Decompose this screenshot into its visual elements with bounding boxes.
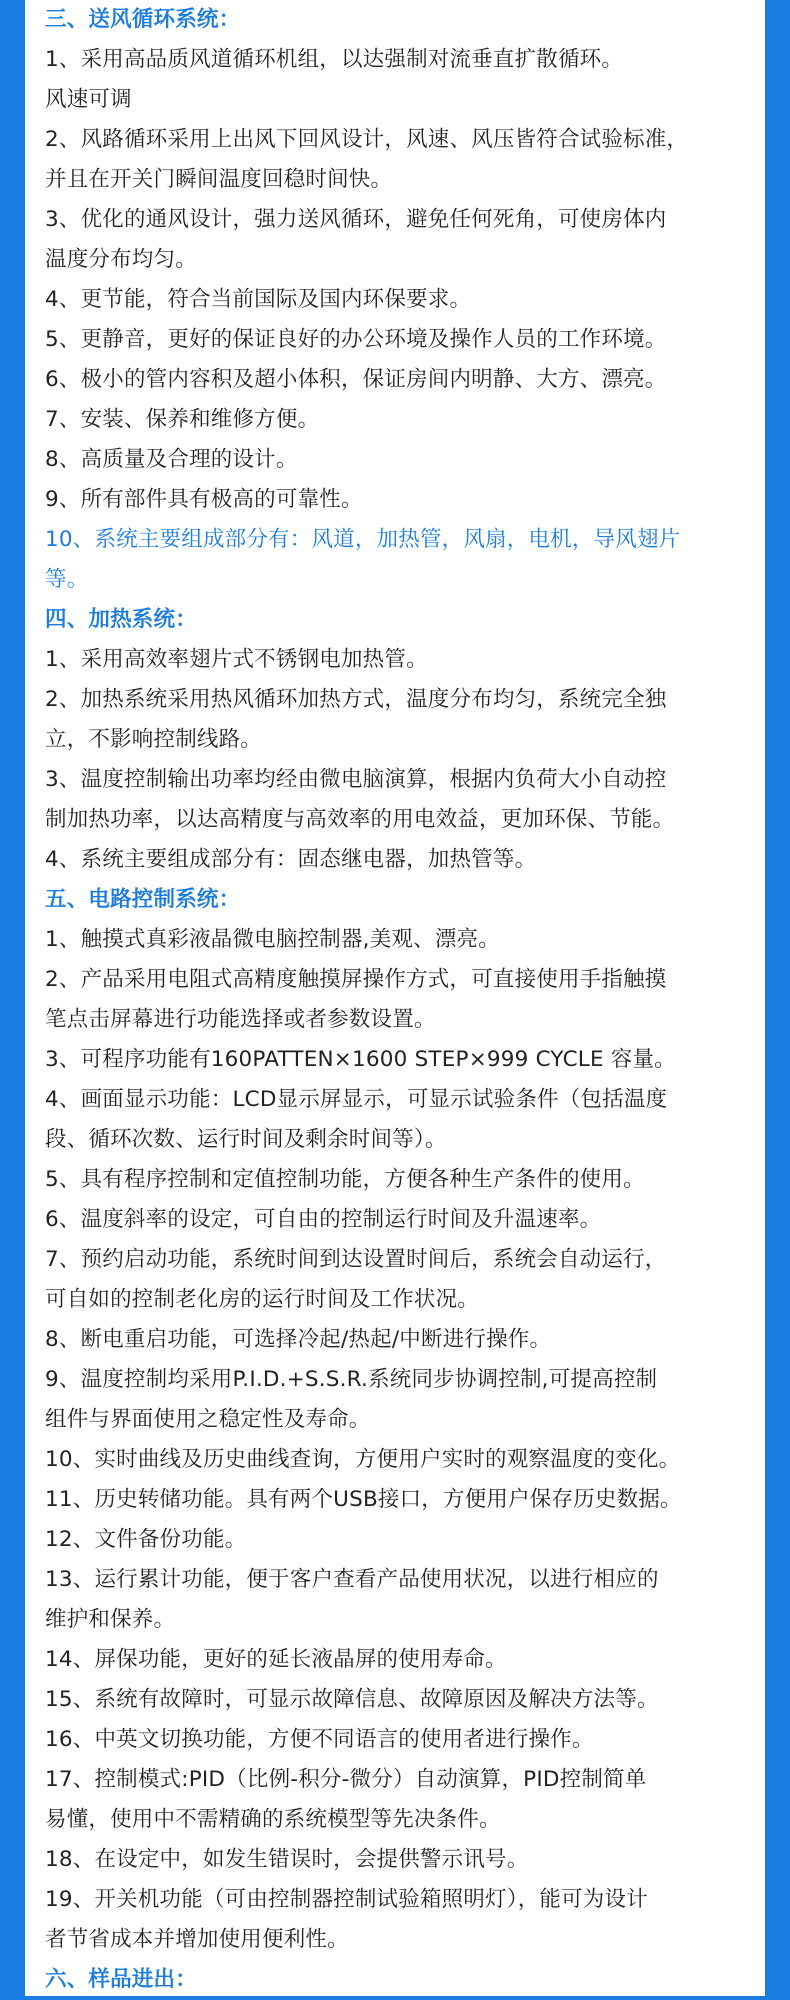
section-heading: 三、送风循环系统：: [45, 7, 241, 32]
section-heading: 五、电路控制系统：: [45, 887, 241, 912]
spec-line: 8、高质量及合理的设计。: [45, 447, 298, 472]
spec-line: 3、可程序功能有160PATTEN×1600 STEP×999 CYCLE 容量。: [45, 1047, 676, 1072]
spec-line: 风速可调: [45, 87, 132, 112]
spec-line: 5、具有程序控制和定值控制功能，方便各种生产条件的使用。: [45, 1167, 645, 1192]
document-panel: [25, 0, 765, 1996]
spec-line: 4、更节能，符合当前国际及国内环保要求。: [45, 287, 472, 312]
highlight-line: 等。: [45, 567, 89, 592]
spec-line: 5、更静音，更好的保证良好的办公环境及操作人员的工作环境。: [45, 327, 667, 352]
spec-line: 段、循环次数、运行时间及剩余时间等）。: [45, 1127, 447, 1152]
spec-line: 并且在开关门瞬间温度回稳时间快。: [45, 167, 393, 192]
spec-line: 3、温度控制输出功率均经由微电脑演算，根据内负荷大小自动控: [45, 767, 667, 792]
spec-line: 3、优化的通风设计，强力送风循环，避免任何死角，可使房体内: [45, 207, 667, 232]
spec-line: 19、开关机功能（可由控制器控制试验箱照明灯），能可为设计: [45, 1887, 648, 1912]
highlight-line: 10、系统主要组成部分有：风道，加热管，风扇，电机，导风翅片: [45, 527, 681, 552]
spec-line: 维护和保养。: [45, 1607, 176, 1632]
spec-line: 6、温度斜率的设定，可自由的控制运行时间及升温速率。: [45, 1207, 602, 1232]
spec-line: 9、所有部件具有极高的可靠性。: [45, 487, 363, 512]
spec-line: 11、历史转储功能。具有两个USB接口，方便用户保存历史数据。: [45, 1487, 682, 1512]
spec-line: 1、触摸式真彩液晶微电脑控制器,美观、漂亮。: [45, 927, 500, 952]
spec-line: 2、加热系统采用热风循环加热方式，温度分布均匀，系统完全独: [45, 687, 667, 712]
spec-line: 1、采用高效率翅片式不锈钢电加热管。: [45, 647, 428, 672]
spec-line: 制加热功率，以达高精度与高效率的用电效益，更加环保、节能。: [45, 807, 675, 832]
spec-line: 7、预约启动功能，系统时间到达设置时间后，系统会自动运行，: [45, 1247, 667, 1272]
spec-line: 立，不影响控制线路。: [45, 727, 263, 752]
spec-line: 9、温度控制均采用P.I.D.+S.S.R.系统同步协调控制,可提高控制: [45, 1367, 658, 1392]
spec-line: 16、中英文切换功能，方便不同语言的使用者进行操作。: [45, 1727, 594, 1752]
spec-line: 6、极小的管内容积及超小体积，保证房间内明静、大方、漂亮。: [45, 367, 667, 392]
spec-line: 可自如的控制老化房的运行时间及工作状况。: [45, 1287, 480, 1312]
spec-line: 组件与界面使用之稳定性及寿命。: [45, 1407, 371, 1432]
spec-line: 易懂，使用中不需精确的系统模型等先决条件。: [45, 1807, 501, 1832]
spec-line: 18、在设定中，如发生错误时，会提供警示讯号。: [45, 1847, 529, 1872]
spec-line: 温度分布均匀。: [45, 247, 197, 272]
spec-line: 4、画面显示功能：LCD显示屏显示，可显示试验条件（包括温度: [45, 1087, 668, 1112]
spec-line: 2、产品采用电阻式高精度触摸屏操作方式，可直接使用手指触摸: [45, 967, 667, 992]
spec-line: 14、屏保功能，更好的延长液晶屏的使用寿命。: [45, 1647, 507, 1672]
spec-line: 17、控制模式:PID（比例-积分-微分）自动演算，PID控制简单: [45, 1767, 647, 1792]
spec-line: 笔点击屏幕进行功能选择或者参数设置。: [45, 1007, 436, 1032]
spec-line: 1、采用高品质风道循环机组，以达强制对流垂直扩散循环。: [45, 47, 624, 72]
spec-line: 者节省成本并增加使用便利性。: [45, 1927, 349, 1952]
spec-line: 2、风路循环采用上出风下回风设计，风速、风压皆符合试验标准，: [45, 127, 689, 152]
spec-line: 7、安装、保养和维修方便。: [45, 407, 320, 432]
spec-line: 4、系统主要组成部分有：固态继电器，加热管等。: [45, 847, 537, 872]
spec-line: 13、运行累计功能，便于客户查看产品使用状况，以进行相应的: [45, 1567, 659, 1592]
spec-text: [45, 0, 785, 2000]
spec-line: 10、实时曲线及历史曲线查询，方便用户实时的观察温度的变化。: [45, 1447, 681, 1472]
spec-line: 8、断电重启功能，可选择冷起/热起/中断进行操作。: [45, 1327, 552, 1352]
spec-line: 12、文件备份功能。: [45, 1527, 247, 1552]
section-heading: 六、样品进出：: [45, 1967, 197, 1992]
section-heading: 四、加热系统：: [45, 607, 197, 632]
spec-line: 15、系统有故障时，可显示故障信息、故障原因及解决方法等。: [45, 1687, 659, 1712]
